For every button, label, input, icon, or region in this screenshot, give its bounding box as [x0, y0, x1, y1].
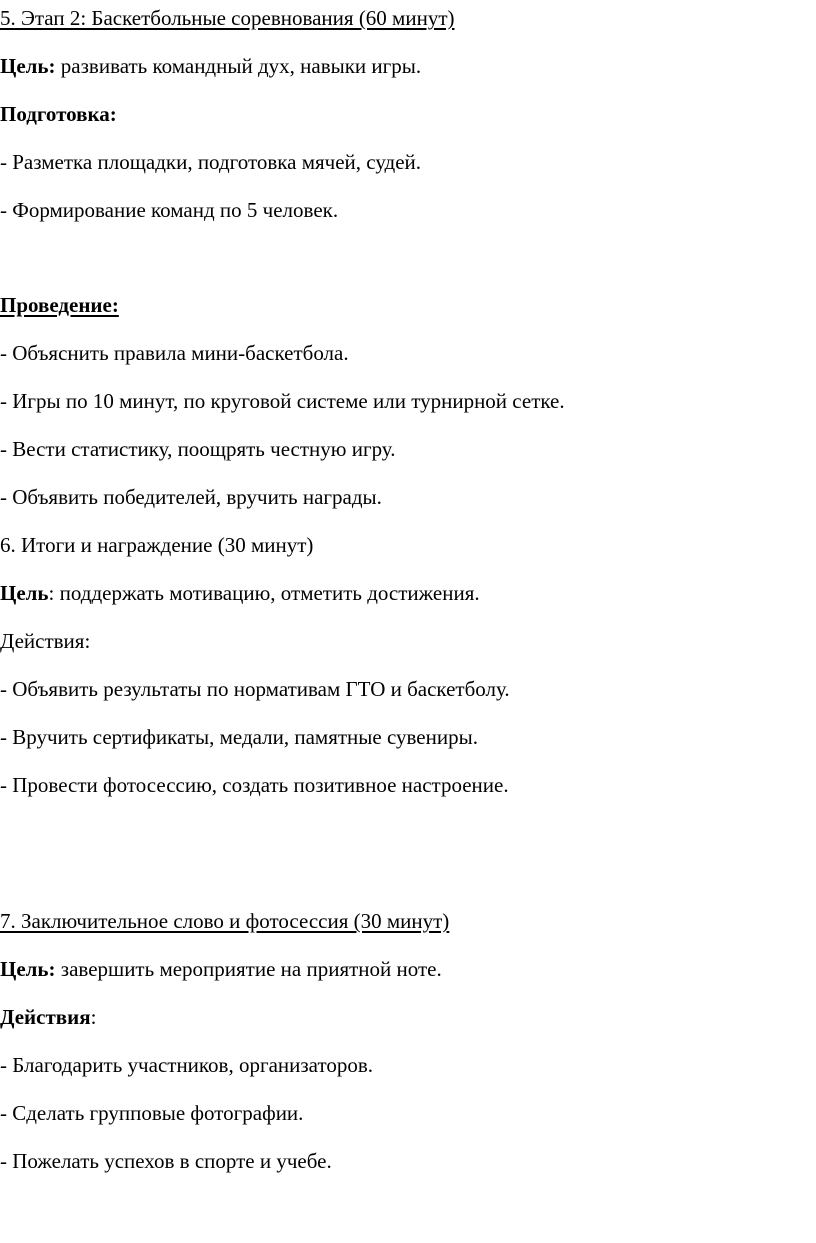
- stage5-prep-label: Подготовка:: [0, 102, 117, 126]
- goal-text: развивать командный дух, навыки игры.: [55, 54, 422, 78]
- stage6-actions-label: Действия:: [0, 629, 91, 653]
- list-item: - Пожелать успехов в спорте и учебе.: [0, 1149, 332, 1173]
- list-item: - Провести фотосессию, создать позитивное настроение.: [0, 773, 509, 797]
- goal-label: Цель:: [0, 54, 56, 78]
- list-item: - Формирование команд по 5 человек.: [0, 198, 339, 222]
- list-item: - Вручить сертификаты, медали, памятные сувениры.: [0, 725, 478, 749]
- list-item: - Разметка площадки, подготовка мячей, судей.: [0, 150, 422, 174]
- stage7-heading: 7. Заключительное слово и фотосессия (30 минут): [0, 909, 450, 933]
- goal-text: завершить мероприятие на приятной ноте.: [55, 957, 442, 981]
- list-item: - Объяснить правила мини-баскетбола.: [0, 341, 349, 365]
- list-item: - Объявить победителей, вручить награды.: [0, 485, 382, 509]
- stage5-conduct-label: Проведение:: [0, 293, 119, 317]
- goal-text: : поддержать мотивацию, отметить достижения.: [48, 581, 480, 605]
- list-item: - Вести статистику, поощрять честную игру.: [0, 437, 396, 461]
- list-item: - Сделать групповые фотографии.: [0, 1101, 304, 1125]
- goal-label: Цель:: [0, 957, 56, 981]
- stage7-actions-label: Действия:: [0, 1005, 97, 1029]
- stage6-heading: 6. Итоги и награждение (30 минут): [0, 533, 314, 557]
- list-item: - Благодарить участников, организаторов.: [0, 1053, 374, 1077]
- stage5-heading: 5. Этап 2: Баскетбольные соревнования (60 минут): [0, 6, 455, 30]
- stage6-goal: [0, 581, 480, 605]
- stage7-goal: [0, 957, 442, 981]
- list-item: - Объявить результаты по нормативам ГТО и баскетболу.: [0, 677, 510, 701]
- goal-label: Цель: [0, 581, 49, 605]
- list-item: - Игры по 10 минут, по круговой системе или турнирной сетке.: [0, 389, 565, 413]
- stage5-goal: [0, 54, 421, 78]
